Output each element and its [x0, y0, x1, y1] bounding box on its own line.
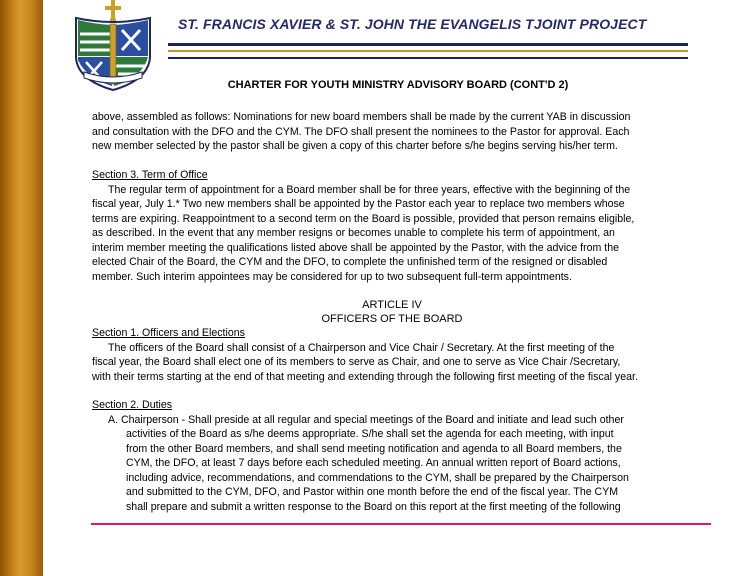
decorative-sidebar: [0, 0, 43, 576]
section-1-heading: Section 1. Officers and Elections: [92, 327, 245, 339]
section-3-line: fiscal year, July 1.* Two new members shall be appointed by the Pastor each year to replace two members whose: [92, 198, 625, 210]
section-1-line: fiscal year, the Board shall elect one of its members to serve as Chair, and one to serve as Vice Chair /Secretary,: [92, 356, 621, 368]
section-2-duties: [92, 398, 712, 514]
article-heading: [292, 298, 492, 326]
section-1-line: with their terms starting at the end of that meeting and extending through the following first meeting of the fiscal year.: [92, 370, 638, 383]
document-subtitle: CHARTER FOR YOUTH MINISTRY ADVISORY BOARD (CONT'D 2): [227, 79, 569, 91]
intro-line: and consultation with the DFO and the CYM. The DFO shall present the nominees to the Pastor for approval. Each: [92, 125, 630, 138]
header-rule-gold: [168, 50, 688, 52]
section-1-line: The officers of the Board shall consist of a Chairperson and Vice Chair / Secretary. At the first meeting of the: [108, 341, 615, 354]
article-title: OFFICERS OF THE BOARD: [321, 313, 463, 325]
section-3-line: The regular term of appointment for a Board member shall be for three years, effective with the beginning of the: [108, 183, 631, 196]
section-3-line: member. Such interim appointees may be considered for up to two subsequent full-term appointments.: [92, 270, 572, 283]
section-3-line: elected Chair of the Board, the CYM and the DFO, to complete the unfinished term of the resigned or disabled: [92, 256, 608, 268]
section-3-term-of-office: [92, 168, 712, 284]
section-2-heading: Section 2. Duties: [92, 399, 173, 411]
section-3-line: terms are expiring. Reappointment to a second term on the Board is possible, provided that person remains eligible,: [92, 212, 635, 225]
section-2-line: from the other Board members, and shall send meeting notification and agenda to all Board members, the: [126, 442, 622, 455]
header-rule-navy-2: [168, 57, 688, 59]
section-2-line: including advice, recommendations, and commendations to the CYM, shall be prepared by the Chairperson: [126, 471, 629, 484]
section-2-line: shall prepare and submit a written response to the Board on this report at the first meeting of the following: [126, 500, 621, 513]
article-number: ARTICLE IV: [362, 299, 422, 311]
header-title: ST. FRANCIS XAVIER & ST. JOHN THE EVANGELIS TJOINT PROJECT: [178, 16, 647, 32]
intro-paragraph: [92, 110, 712, 154]
section-3-line: as described. In the event that any member resigns or becomes unable to complete his term of appointment, an: [92, 227, 615, 239]
header-rule-navy: [168, 43, 688, 46]
section-2-line: A. Chairperson - Shall preside at all regular and special meetings of the Board and initiate and lead such other: [108, 413, 624, 426]
section-3-heading: Section 3. Term of Office: [92, 169, 208, 181]
section-3-line: interim member meeting the qualifications listed above shall be appointed by the Pastor, with the advice from the: [92, 241, 620, 254]
footer-rule: [91, 523, 711, 525]
intro-line: above, assembled as follows: Nominations for new board members shall be made by the current YAB in discussion: [92, 111, 631, 123]
section-2-line: and submitted to the CYM, DFO, and Pastor within one month before the end of the fiscal year. The CYM: [126, 486, 619, 498]
section-2-line: activities of the Board as s/he deems appropriate. S/he shall set the agenda for each meeting, with input: [126, 428, 614, 440]
crest-logo: [62, 0, 164, 93]
section-2-line: CYM, the DFO, at least 7 days before each scheduled meeting. An annual written report of Board actions,: [126, 457, 621, 469]
intro-line: new member selected by the pastor shall be given a copy of this charter before s/he begins serving his/her term.: [92, 140, 618, 152]
section-1-officers: [92, 326, 712, 384]
